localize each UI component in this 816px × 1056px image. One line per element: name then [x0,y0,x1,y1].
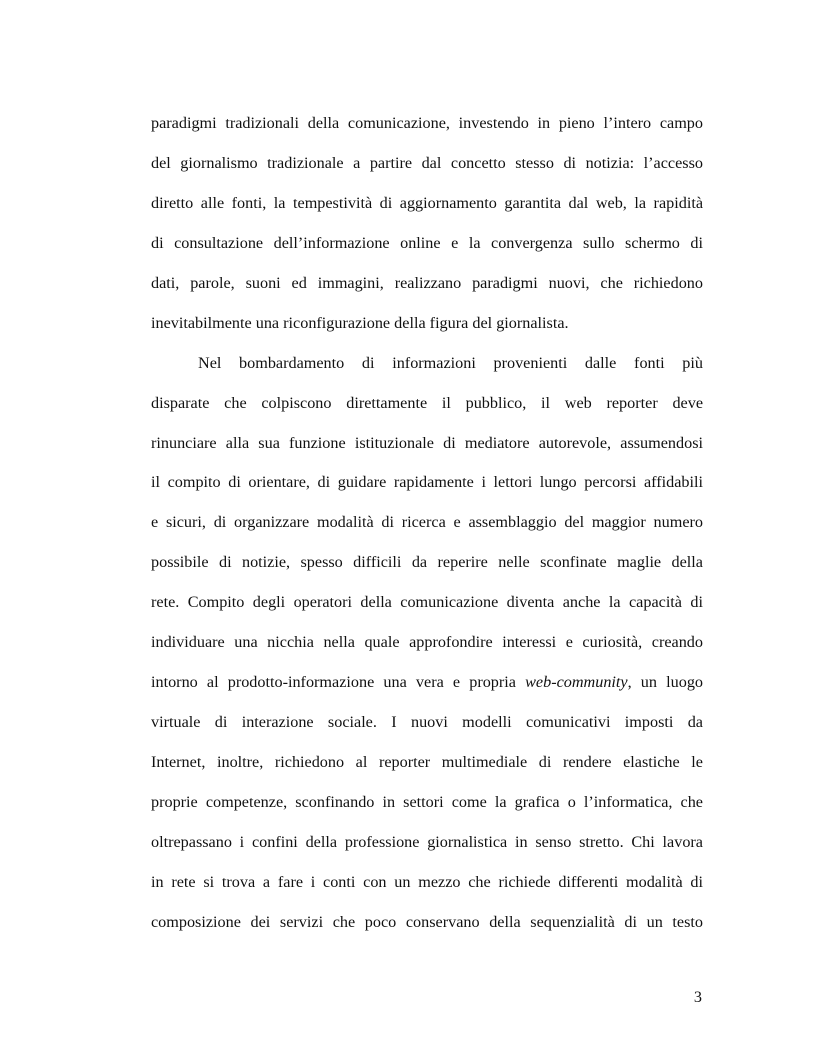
text-line-with-italic [151,663,703,703]
text-line: Internet, inoltre, richiedono al reporter multimediale di rendere elastiche le [151,753,703,771]
body-text [151,104,703,943]
text-line: in rete si trova a fare i conti con un mezzo che richiede differenti modalità di [151,872,703,891]
text-line: inevitabilmente una riconfigurazione della figura del giornalista. [151,313,569,332]
text-segment: , un luogo [627,673,704,692]
text-line: del giornalismo tradizionale a partire dal concetto stesso di notizia: l’accesso [151,153,703,172]
page-number: 3 [693,988,702,1006]
italic-term: web-community [525,673,628,692]
text-line: Nel bombardamento di informazioni provenienti dalle fonti più [198,353,703,372]
text-line: diretto alle fonti, la tempestività di aggiornamento garantita dal web, la rapidità [151,193,703,212]
text-line: individuare una nicchia nella quale approfondire interessi e curiosità, creando [151,633,703,652]
text-line: oltrepassano i confini della professione giornalistica in senso stretto. Chi lavora [151,832,703,851]
text-line: rinunciare alla sua funzione istituzionale di mediatore autorevole, assumendosi [151,433,703,452]
text-line: possibile di notizie, spesso difficili da reperire nelle sconfinate maglie della [151,553,703,572]
text-segment: intorno al prodotto-informazione una vera e propria [151,673,526,692]
text-line: di consultazione dell’informazione online e la convergenza sullo schermo di [151,233,703,252]
text-line: proprie competenze, sconfinando in settori come la grafica o l’informatica, che [151,792,703,811]
text-line: dati, parole, suoni ed immagini, realizzano paradigmi nuovi, che richiedono [151,273,703,292]
text-line: rete. Compito degli operatori della comunicazione diventa anche la capacità di [151,593,703,612]
text-line: e sicuri, di organizzare modalità di ricerca e assemblaggio del maggior numero [151,513,703,532]
text-line: virtuale di interazione sociale. I nuovi modelli comunicativi imposti da [151,713,703,732]
text-line: paradigmi tradizionali della comunicazione, investendo in pieno l’intero campo [151,114,703,132]
text-line: il compito di orientare, di guidare rapidamente i lettori lungo percorsi affidabili [151,473,703,492]
text-line: disparate che colpiscono direttamente il pubblico, il web reporter deve [151,393,703,412]
text-line: composizione dei servizi che poco conservano della sequenzialità di un testo [151,912,703,931]
